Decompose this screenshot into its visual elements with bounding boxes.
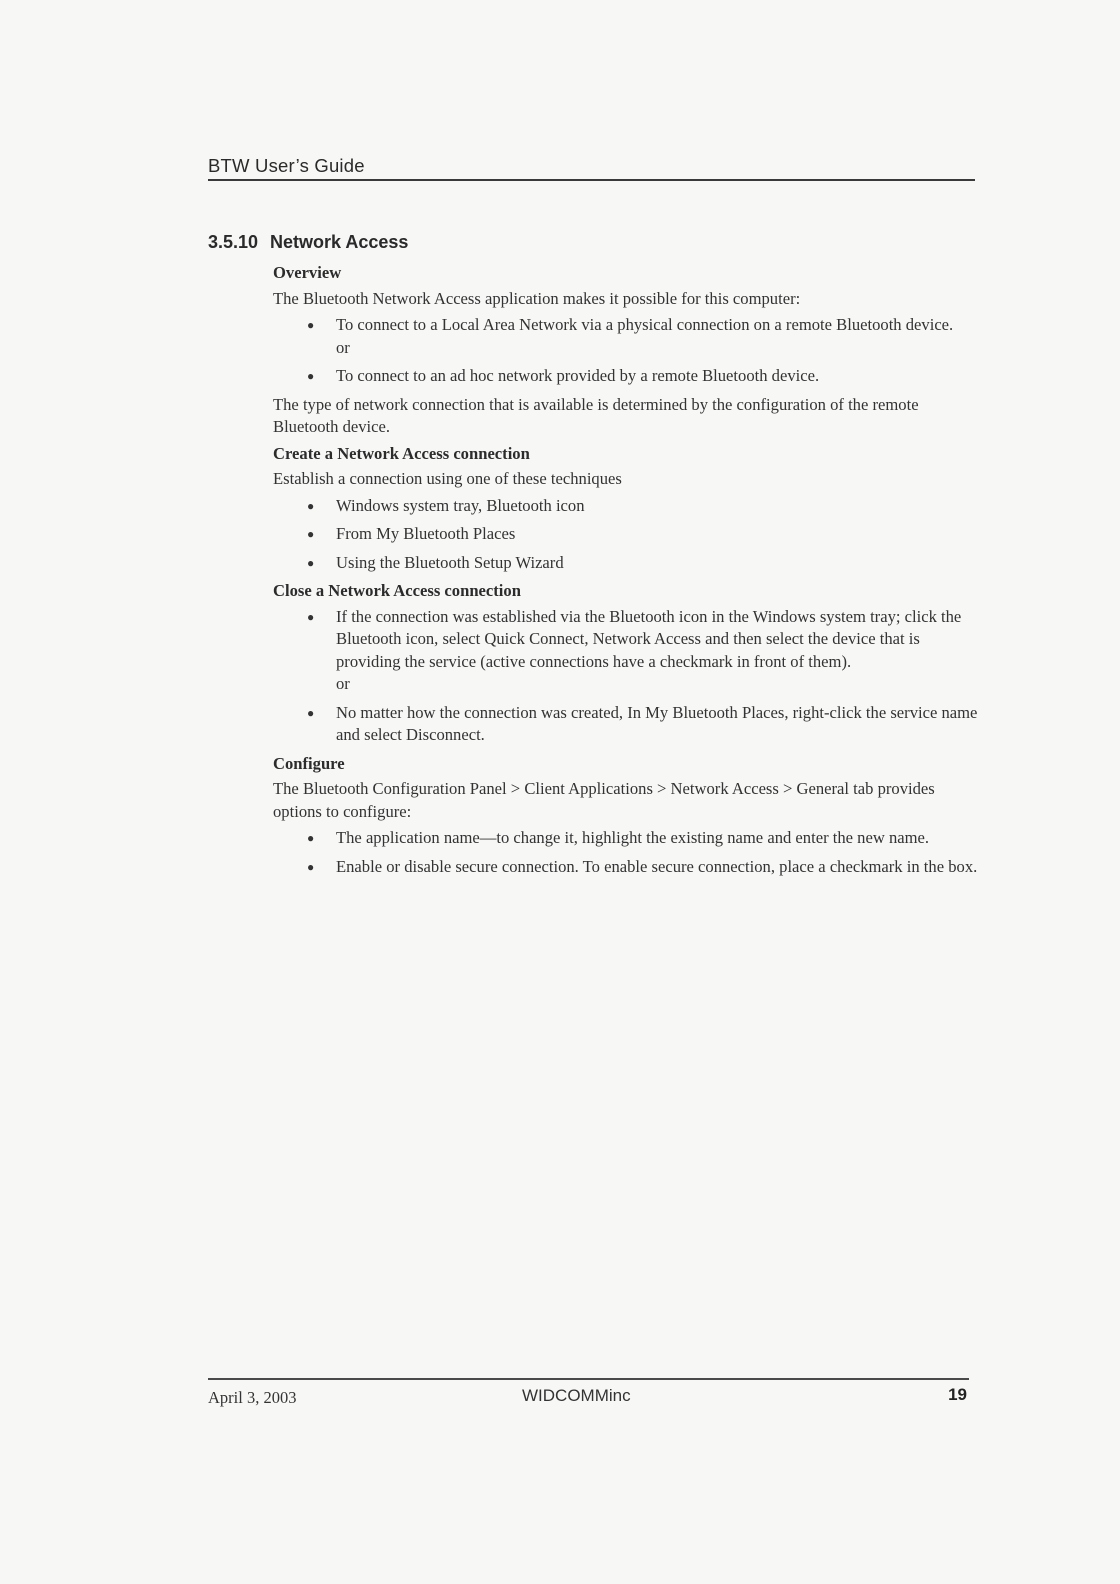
page-number: 19 [948,1385,967,1404]
create-intro: Establish a connection using one of these techniques [273,469,622,488]
footer-company: WIDCOMMinc [522,1386,631,1405]
overview-note: The type of network connection that is available is determined by the configuration of the remote Bluetooth device. [273,394,919,436]
create-list [273,495,978,575]
configure-list [273,827,978,878]
section-number: 3.5.10 [208,232,259,252]
bullet-icon: ● [307,369,315,383]
list-item-text: Enable or disable secure connection. To enable secure connection, place a checkmark in the box. [336,856,978,876]
list-item-text: To connect to an ad hoc network provided by a remote Bluetooth device. [336,366,820,385]
bullet-icon: ● [307,609,315,624]
configure-heading: Configure [273,753,345,773]
section-body [273,262,978,884]
running-header [208,155,975,181]
list-item-text: No matter how the connection was created, In My Bluetooth Places, right-click the service name and select Disconnect. [336,702,978,744]
overview-intro: The Bluetooth Network Access application makes it possible for this computer: [273,288,801,308]
list-item-text: Windows system tray, Bluetooth icon [336,495,585,515]
list-item [273,827,978,850]
list-item [273,314,978,359]
list-item-text: From My Bluetooth Places [336,524,516,543]
list-item [273,523,978,546]
close-heading: Close a Network Access connection [273,581,521,600]
list-item-text: If the connection was established via the Bluetooth icon in the Windows system tray; click the Bluetooth icon, select Quick Connect, Network Access and then select the device that is providing the service (active connections have a checkmark in front of them). [336,606,962,671]
guide-title: BTW User’s Guide [208,155,365,176]
list-item [273,856,978,879]
list-item-text: The application name—to change it, highlight the existing name and enter the new name. [336,828,930,847]
overview-list [273,314,978,388]
or-separator: or [336,674,350,693]
configure-intro: The Bluetooth Configuration Panel > Client Applications > Network Access > General tab provides options to configure: [273,779,935,821]
list-item [273,495,978,518]
close-list [273,606,978,747]
bullet-icon: ● [307,498,315,513]
list-item [273,365,978,388]
bullet-icon: ● [307,859,315,874]
bullet-icon: ● [307,318,315,332]
list-item-text: Using the Bluetooth Setup Wizard [336,552,564,572]
list-item-text: To connect to a Local Area Network via a physical connection on a remote Bluetooth device. [336,315,954,334]
bullet-icon: ● [307,705,315,720]
list-item [273,606,978,696]
running-footer [208,1378,969,1410]
section-title: Network Access [270,232,409,252]
create-heading: Create a Network Access connection [273,443,530,463]
section-heading [208,232,408,253]
list-item [273,552,978,575]
bullet-icon: ● [307,555,315,570]
bullet-icon: ● [307,831,315,845]
list-item [273,702,978,747]
or-separator: or [336,337,350,357]
footer-date: April 3, 2003 [208,1388,297,1407]
overview-heading: Overview [273,263,342,282]
bullet-icon: ● [307,527,315,541]
